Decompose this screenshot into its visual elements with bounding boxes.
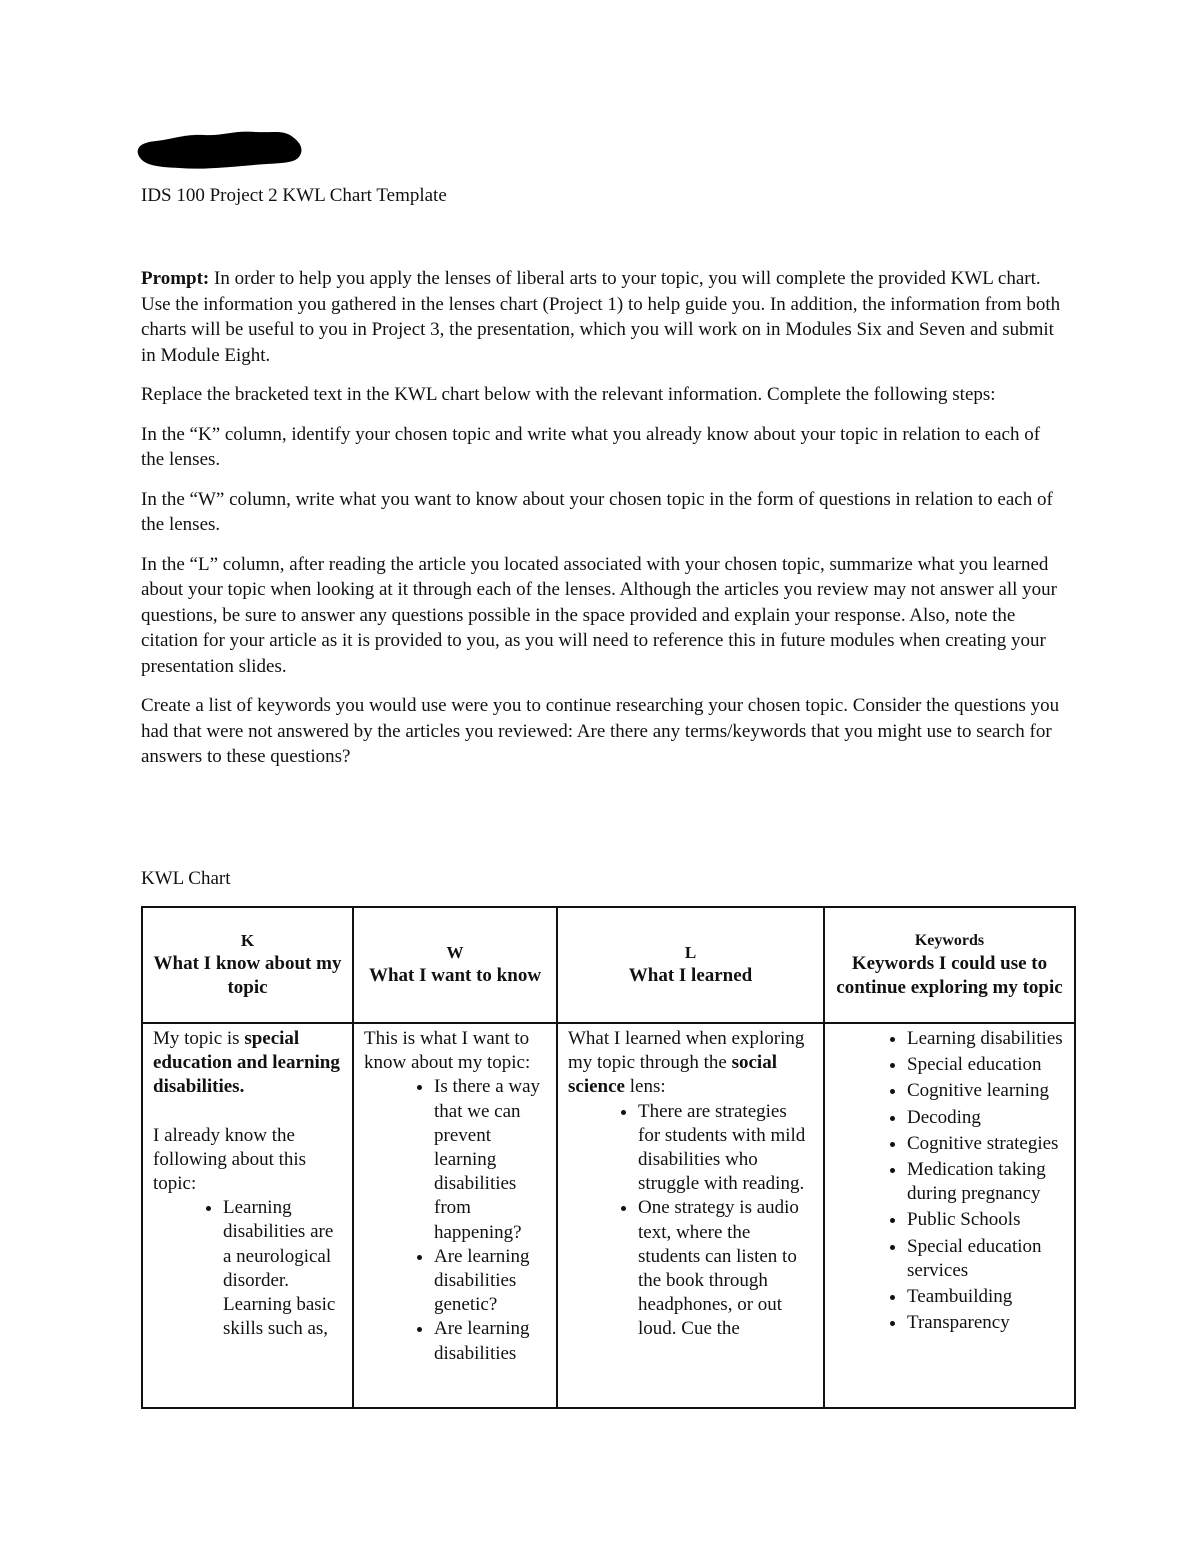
l-header-letter: L (684, 942, 697, 962)
k-bullet-list (153, 1196, 342, 1341)
k-topic-plain: My topic is (153, 1028, 245, 1049)
keyword-item: • Decoding (907, 1106, 1064, 1130)
keyword-item: • Learning disabilities (907, 1027, 1064, 1051)
l-cell (557, 1023, 824, 1408)
content-row (142, 1023, 1075, 1408)
prompt-paragraph (141, 266, 1066, 368)
l-intro (568, 1027, 813, 1100)
list-item: • Are learning disabilities (434, 1317, 546, 1365)
chart-label: KWL Chart (141, 868, 231, 889)
list-item: • Is there a way that we can prevent learning disabilities from happening? (434, 1075, 546, 1244)
keyword-item: • Special education services (907, 1235, 1064, 1283)
k-topic-bold: special education and learning disabilities. (153, 1028, 340, 1098)
k-know-intro: I already know the following about this topic: (153, 1124, 307, 1195)
w-header-letter: W (446, 942, 464, 962)
l-bullet-list (568, 1100, 813, 1342)
l-intro-bold: social science (568, 1052, 777, 1098)
keyword-item: • Cognitive strategies (907, 1132, 1064, 1156)
w-header-text: What I want to know (368, 964, 542, 986)
keyword-item: • Cognitive learning (907, 1079, 1064, 1103)
instruction-paragraph: In the “K” column, identify your chosen topic and write what you already know about your topic in relation to each of the lenses. (141, 423, 1041, 470)
list-item: • One strategy is audio text, where the students can listen to the book through headphones, or out loud. Cue the (638, 1196, 813, 1341)
prompt-text: In order to help you apply the lenses of liberal arts to your topic, you will complete the provided KWL chart. Use the information you gathered in the lenses chart (Project 1) to help guide you. In addition, the information from both charts will be useful to you in Project 3, the presentation, which you will work on in Modules Six and Seven and submit in Module Eight. (141, 268, 1061, 366)
k-topic (153, 1027, 342, 1100)
prompt-label: Prompt: (141, 268, 210, 289)
header-row (142, 907, 1075, 1023)
list-item: • Learning disabilities are a neurological disorder. Learning basic skills such as, (223, 1196, 342, 1341)
w-header (353, 907, 557, 1023)
w-bullet-list (364, 1075, 546, 1365)
keywords-cell (824, 1023, 1075, 1408)
instruction-paragraph: In the “L” column, after reading the article you located associated with your chosen topic, summarize what you learned about your topic when looking at it through each of the lenses. Although the articles you review may not answer all your questions, be sure to answer any questions possible in the space provided and explain your response. Also, note the citation for your article as it is provided to you, as you will need to reference this in future modules when creating your presentation slides. (141, 553, 1057, 677)
keyword-item: • Teambuilding (907, 1285, 1064, 1309)
instructions (141, 266, 1066, 784)
k-cell (142, 1023, 353, 1408)
keywords-header-small: Keywords (914, 931, 985, 949)
instruction-paragraph: Replace the bracketed text in the KWL chart below with the relevant information. Complete the following steps: (141, 384, 996, 405)
redaction-mark (134, 128, 304, 172)
keyword-item: • Special education (907, 1053, 1064, 1077)
keywords-list (835, 1027, 1064, 1335)
instruction-paragraph: Create a list of keywords you would use were you to continue researching your chosen topic. Consider the questions you had that were not answered by the articles you reviewed: Are there any terms/keywords that you might use to search for answers to these questions? (141, 695, 1060, 767)
list-item: • Are learning disabilities genetic? (434, 1245, 546, 1318)
k-header-letter: K (240, 930, 255, 950)
k-header (142, 907, 353, 1023)
w-cell (353, 1023, 557, 1408)
keyword-item: • Public Schools (907, 1208, 1064, 1232)
keyword-item: • Transparency (907, 1311, 1064, 1335)
l-intro-plain-end: lens: (624, 1076, 666, 1098)
instruction-paragraph: In the “W” column, write what you want to know about your chosen topic in the form of questions in relation to each of the lenses. (141, 488, 1053, 535)
document-title: IDS 100 Project 2 KWL Chart Template (141, 185, 447, 206)
w-intro: This is what I want to know about my topic: (364, 1028, 531, 1074)
l-intro-plain: What I learned when exploring my topic through the (568, 1028, 805, 1074)
k-header-text: What I know about my topic (153, 952, 342, 998)
l-header-text: What I learned (628, 964, 753, 986)
keywords-header-text: Keywords I could use to continue exploring my topic (836, 952, 1063, 998)
keyword-item: • Medication taking during pregnancy (907, 1158, 1064, 1206)
kwl-table (141, 906, 1076, 1409)
l-header (557, 907, 824, 1023)
list-item: • There are strategies for students with mild disabilities who struggle with reading. (638, 1100, 813, 1197)
keywords-header (824, 907, 1075, 1023)
